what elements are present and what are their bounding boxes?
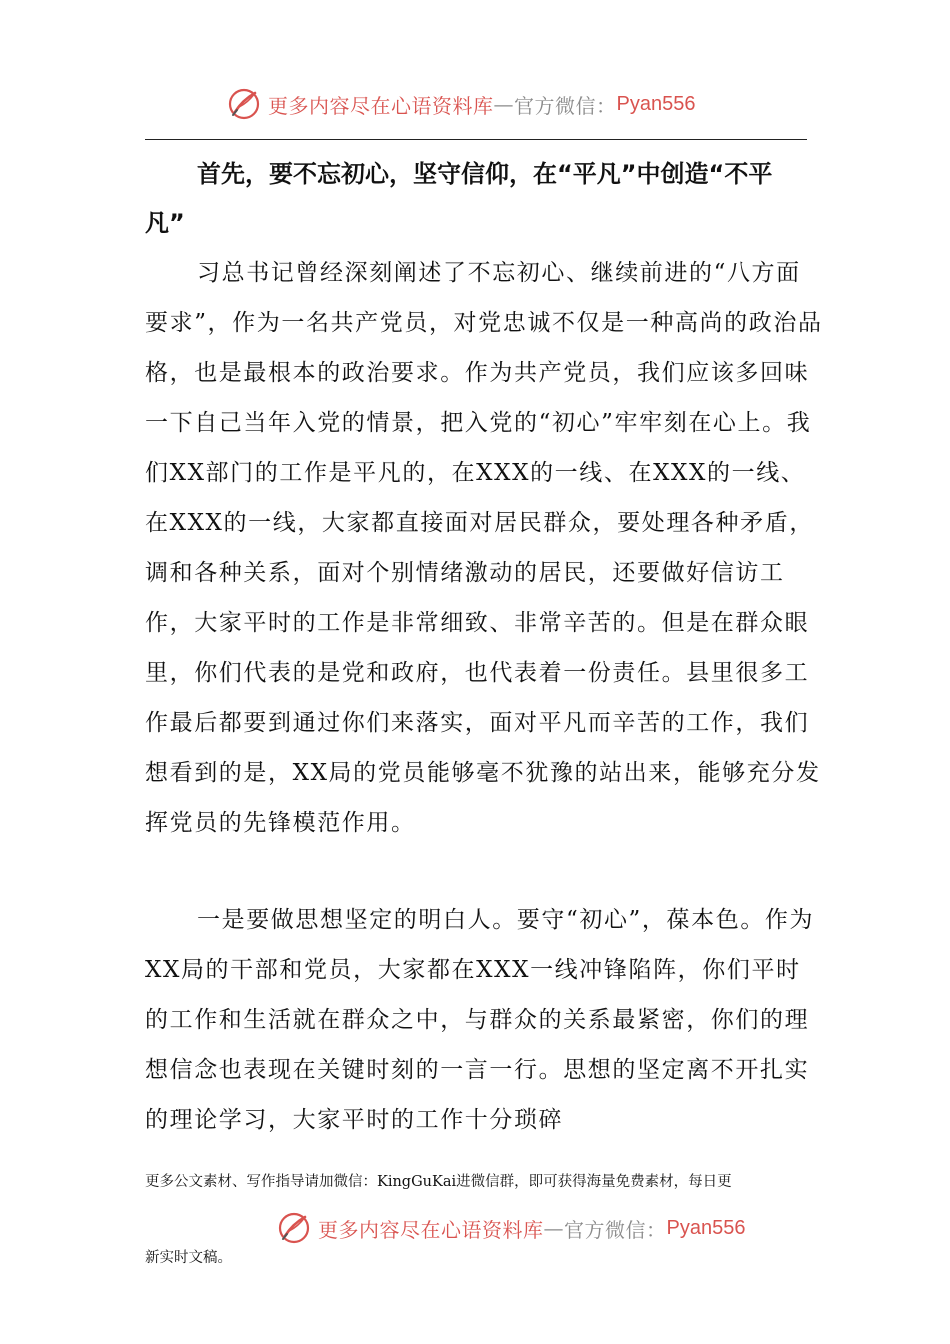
- body-paragraph-2: 一是要做思想坚定的明白人。要守“初心”，葆本色。作为XX局的干部和党员，大家都在XXX一线冲锋陷阵，你们平时的工作和生活就在群众之中，与群众的关系最紧密，你们的理想信念也表现在关键时刻的一言一行。思想的坚定离不开扎实的理论学习，大家平时的工作十分琐碎: [145, 907, 815, 1133]
- footer-banner-wechat-id: Pyan556: [666, 1216, 746, 1239]
- footer-banner-title: 更多内容尽在心语资料库: [318, 1217, 544, 1242]
- header-watermark-banner: [226, 84, 695, 124]
- footer-watermark-banner: [276, 1208, 745, 1248]
- header-banner-wechat-id: Pyan556: [616, 92, 696, 115]
- header-banner-title: 更多内容尽在心语资料库: [268, 93, 494, 118]
- header-divider: [145, 139, 807, 140]
- quill-pen-logo-icon: [226, 86, 262, 122]
- section-heading: 首先，要不忘初心，坚守信仰，在“平凡”中创造“不平凡”: [145, 160, 773, 237]
- header-banner-dash: —: [493, 92, 514, 116]
- footer-note-continuation: 新实时文稿。: [145, 1250, 232, 1266]
- footer-note: 更多公文素材、写作指导请加微信：KingGuKai进微信群，即可获得海量免费素材，每日更: [145, 1174, 732, 1190]
- footer-banner-official: 官方微信：: [564, 1217, 667, 1242]
- footer-banner-dash: —: [543, 1216, 564, 1240]
- header-banner-official: 官方微信：: [514, 93, 617, 118]
- body-paragraph-1: 习总书记曾经深刻阐述了不忘初心、继续前进的“八方面要求”，作为一名共产党员，对党忠诚不仅是一种高尚的政治品格，也是最根本的政治要求。作为共产党员，我们应该多回味一下自己当年入党的情景，把入党的“初心”牢牢刻在心上。我们XX部门的工作是平凡的，在XXX的一线、在XXX的一线、在XXX的一线，大家都直接面对居民群众，要处理各种矛盾，调和各种关系，面对个别情绪激动的居民，还要做好信访工作，大家平时的工作是非常细致、非常辛苦的。但是在群众眼里，你们代表的是党和政府，也代表着一份责任。县里很多工作最后都要到通过你们来落实，面对平凡而辛苦的工作，我们想看到的是，XX局的党员能够毫不犹豫的站出来，能够充分发挥党员的先锋模范作用。: [145, 260, 823, 836]
- quill-pen-logo-icon: [276, 1210, 312, 1246]
